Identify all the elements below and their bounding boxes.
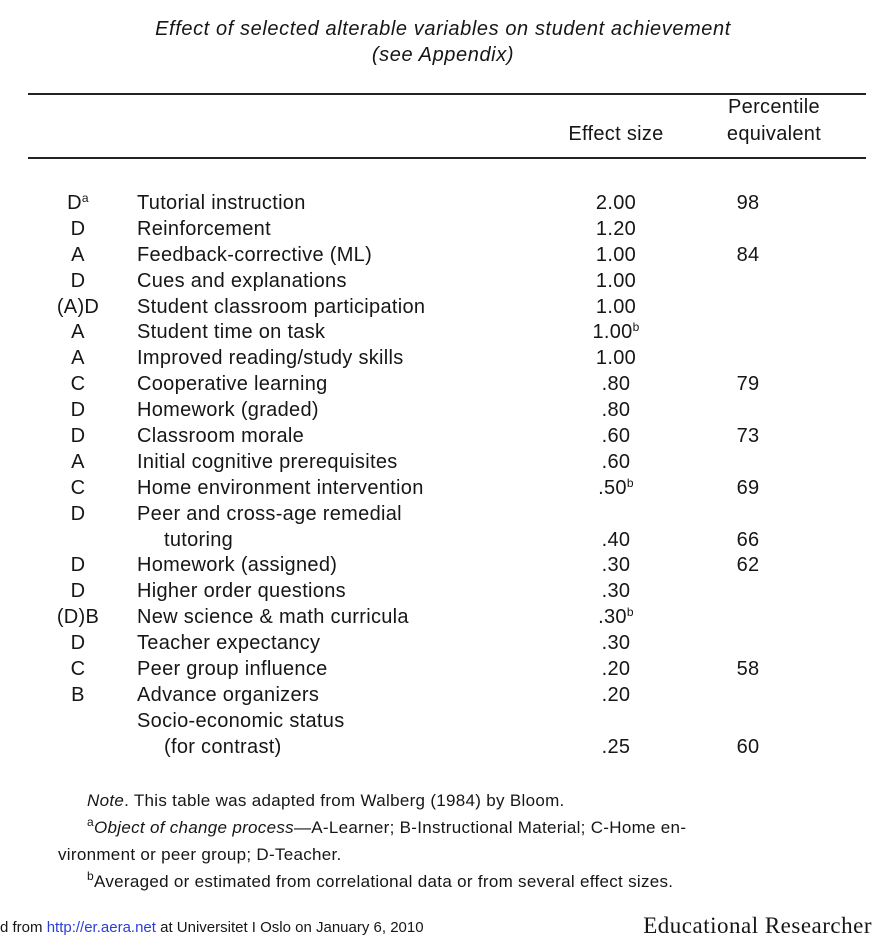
table-row — [0, 346, 886, 372]
change-process-code — [44, 450, 112, 476]
code-text: (A)D — [56, 295, 100, 318]
effect-size-value — [576, 579, 656, 605]
effect-size-value — [576, 450, 656, 476]
percentile-value: 58 — [736, 658, 760, 681]
table-row — [0, 528, 886, 554]
footnote-b — [87, 869, 674, 892]
footer-link[interactable]: http://er.aera.net — [46, 919, 156, 936]
code-text: D — [70, 425, 86, 448]
code-text: A — [71, 347, 85, 370]
table-row — [0, 735, 886, 761]
effect-size-value — [576, 424, 656, 450]
change-process-code — [44, 295, 112, 321]
change-process-code — [44, 683, 112, 709]
code-text: C — [70, 476, 86, 499]
table-title-line1: Effect of selected alterable variables on student achievement — [155, 18, 731, 40]
percentile-value: 79 — [736, 373, 760, 396]
header-rule — [28, 157, 866, 159]
change-process-code — [44, 320, 112, 346]
change-process-code — [44, 657, 112, 683]
code-text: D — [70, 269, 86, 292]
download-footer — [0, 919, 424, 936]
effect-size-text: .60 — [601, 425, 631, 448]
table-row — [0, 605, 886, 631]
table-body — [0, 191, 886, 761]
effect-size-text: 1.20 — [595, 217, 637, 240]
footnote-a — [87, 815, 687, 838]
effect-size-text: .60 — [601, 450, 631, 473]
table-row — [0, 320, 886, 346]
effect-size-value — [576, 191, 656, 217]
effect-size-value — [576, 295, 656, 321]
variable-name: Higher order questions — [137, 580, 346, 603]
effect-footnote-marker: b — [626, 475, 634, 490]
effect-size-value — [576, 398, 656, 424]
change-process-code — [44, 269, 112, 295]
change-process-code — [44, 631, 112, 657]
variable-name: Student classroom participation — [137, 295, 426, 318]
percentile-header — [700, 94, 848, 148]
code-text: A — [71, 321, 85, 344]
variable-name: Homework (assigned) — [137, 554, 338, 577]
table-row — [0, 450, 886, 476]
footnote-a-marker: a — [87, 815, 94, 829]
footnote-a-continued: vironment or peer group; D-Teacher. — [58, 845, 342, 864]
table-title-line2: (see Appendix) — [371, 44, 515, 66]
effect-size-value — [576, 243, 656, 269]
effect-size-text: .80 — [601, 399, 631, 422]
percentile-header-line2: equivalent — [726, 123, 822, 145]
effect-size-text: 1.00 — [592, 321, 633, 344]
percentile-value: 69 — [736, 476, 760, 499]
code-text: C — [70, 658, 86, 681]
note-label: Note — [87, 791, 125, 810]
effect-size-value — [576, 372, 656, 398]
percentile-value: 73 — [736, 425, 760, 448]
footnote-a-text: —A-Learner; B-Instructional Material; C-Home en- — [293, 818, 687, 837]
note-text: . This table was adapted from Walberg (1984) by Bloom. — [124, 791, 565, 810]
effect-size-text: .50 — [598, 476, 627, 499]
variable-name: Initial cognitive prerequisites — [137, 450, 398, 473]
percentile-header-line1: Percentile — [728, 96, 820, 118]
code-text: A — [71, 243, 85, 266]
variable-name: Improved reading/study skills — [137, 347, 404, 370]
table-row — [0, 295, 886, 321]
code-text: D — [70, 580, 86, 603]
table-row — [0, 631, 886, 657]
effect-footnote-marker: b — [626, 605, 634, 620]
table-row — [0, 243, 886, 269]
footer-prefix: d from — [0, 919, 47, 936]
table-row — [0, 502, 886, 528]
table-row — [0, 269, 886, 295]
effect-size-value — [576, 476, 656, 502]
effect-size-value — [576, 217, 656, 243]
variable-name: Socio-economic status — [137, 709, 345, 732]
effect-size-value — [576, 320, 656, 346]
variable-name: Classroom morale — [137, 425, 305, 448]
footnote-b-text: Averaged or estimated from correlational data or from several effect sizes. — [93, 872, 674, 891]
code-text: (D)B — [56, 606, 100, 629]
journal-name: Educational Researcher — [643, 913, 872, 938]
effect-size-value — [576, 735, 656, 761]
table-row — [0, 579, 886, 605]
change-process-code — [44, 553, 112, 579]
effect-size-text: 1.00 — [595, 269, 637, 292]
variable-name: Cooperative learning — [137, 373, 328, 396]
table-row — [0, 553, 886, 579]
code-text: A — [71, 450, 85, 473]
effect-size-value — [576, 657, 656, 683]
variable-name: Home environment intervention — [137, 476, 424, 499]
effect-footnote-marker: b — [632, 320, 640, 335]
code-text: D — [67, 192, 82, 214]
variable-name: Student time on task — [137, 321, 326, 344]
effect-size-text: .25 — [601, 735, 631, 758]
change-process-code — [44, 217, 112, 243]
footnote-b-marker: b — [87, 869, 94, 883]
table-row — [0, 217, 886, 243]
variable-name: Reinforcement — [137, 217, 271, 240]
change-process-code — [44, 398, 112, 424]
change-process-code — [44, 243, 112, 269]
percentile-value: 60 — [736, 735, 760, 758]
effect-size-text: .30 — [601, 580, 631, 603]
effect-size-text: 2.00 — [595, 192, 637, 214]
change-process-code — [44, 502, 112, 528]
table-row — [0, 191, 886, 217]
change-process-code — [44, 372, 112, 398]
code-footnote-marker: a — [81, 191, 89, 205]
code-text: D — [70, 217, 86, 240]
footer-suffix: at Universitet I Oslo on January 6, 2010 — [155, 919, 424, 936]
variable-name: Peer group influence — [137, 658, 328, 681]
code-text: D — [70, 554, 86, 577]
change-process-code — [44, 346, 112, 372]
effect-size-text: .30 — [598, 606, 627, 629]
change-process-code — [44, 605, 112, 631]
effect-size-text: .30 — [601, 554, 631, 577]
variable-name: Homework (graded) — [137, 399, 319, 422]
effect-size-value — [576, 528, 656, 554]
variable-name: Peer and cross-age remedial — [137, 502, 402, 525]
variable-name: tutoring — [164, 528, 234, 551]
variable-name: (for contrast) — [164, 735, 282, 758]
effect-size-text: .40 — [601, 528, 631, 551]
code-text: B — [71, 683, 85, 706]
note-line — [87, 791, 565, 811]
code-text: D — [70, 632, 86, 655]
variable-name: New science & math curricula — [137, 606, 409, 629]
variable-name: Cues and explanations — [137, 269, 347, 292]
code-text: C — [70, 373, 86, 396]
table-row — [0, 398, 886, 424]
effect-size-value — [576, 683, 656, 709]
effect-size-text: 1.00 — [595, 295, 637, 318]
variable-name: Tutorial instruction — [137, 192, 306, 214]
code-text: D — [70, 502, 86, 525]
variable-name: Advance organizers — [137, 683, 320, 706]
effect-size-text: .20 — [601, 683, 631, 706]
effect-size-header: Effect size — [568, 123, 664, 145]
effect-size-text: .20 — [601, 658, 631, 681]
effect-size-value — [576, 605, 656, 631]
effect-size-text: .30 — [601, 632, 631, 655]
percentile-value: 66 — [736, 528, 760, 551]
table-row — [0, 709, 886, 735]
effect-size-value — [576, 346, 656, 372]
percentile-value: 62 — [736, 554, 760, 577]
effect-size-text: .80 — [601, 373, 631, 396]
effect-size-text: 1.00 — [595, 347, 637, 370]
effect-size-value — [576, 553, 656, 579]
table-row — [0, 683, 886, 709]
effect-size-text: 1.00 — [595, 243, 637, 266]
percentile-value: 98 — [736, 192, 760, 214]
effect-size-value — [576, 631, 656, 657]
change-process-code — [44, 579, 112, 605]
table-row — [0, 424, 886, 450]
effect-size-value — [576, 269, 656, 295]
table-row — [0, 657, 886, 683]
table-row — [0, 372, 886, 398]
footnote-a-italic: Object of change process — [93, 818, 294, 837]
change-process-code — [44, 424, 112, 450]
code-text: D — [70, 399, 86, 422]
table-row — [0, 476, 886, 502]
change-process-code — [44, 476, 112, 502]
change-process-code — [44, 191, 112, 217]
variable-name: Feedback-corrective (ML) — [137, 243, 373, 266]
percentile-value: 84 — [736, 243, 760, 266]
variable-name: Teacher expectancy — [137, 632, 321, 655]
